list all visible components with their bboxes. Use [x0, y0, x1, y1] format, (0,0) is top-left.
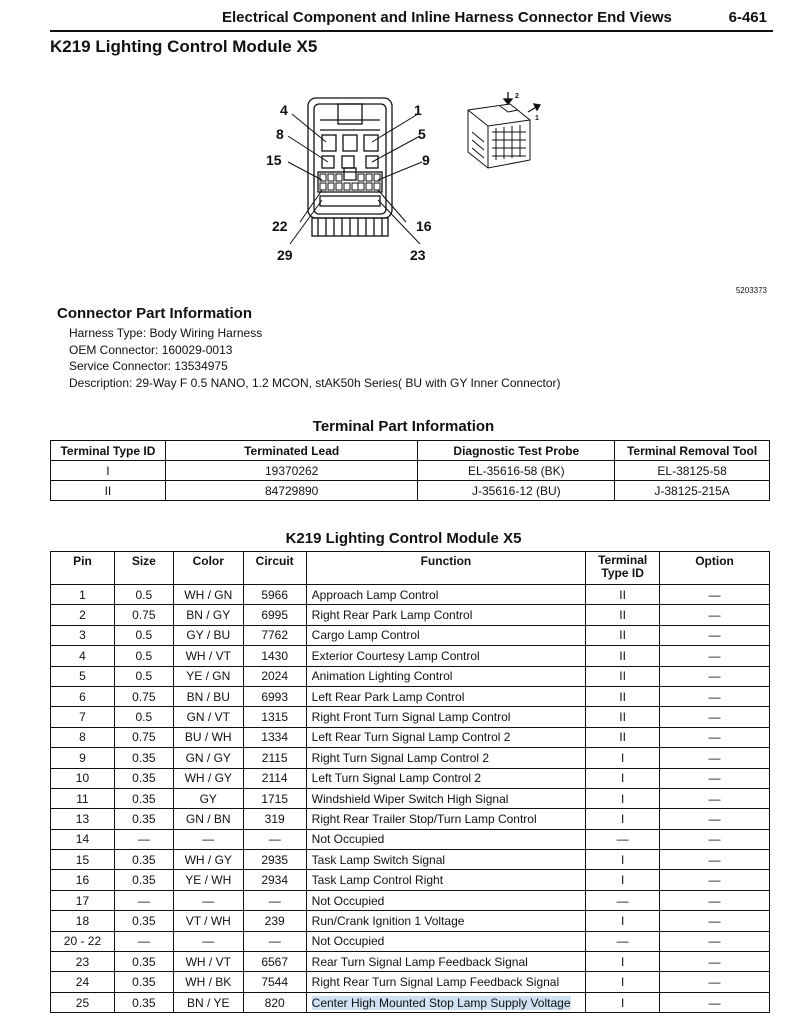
table-row	[51, 666, 770, 686]
pin-cell-color: YE / GN	[173, 666, 243, 686]
pin-cell-function: Animation Lighting Control	[306, 666, 586, 686]
pin-cell-circuit: 2114	[243, 768, 306, 788]
pin-cell-size: 0.35	[114, 870, 173, 890]
pin-cell-pin: 13	[51, 809, 115, 829]
pin-callout-5: 5	[418, 126, 426, 142]
pin-cell-function: Not Occupied	[306, 931, 586, 951]
pin-cell-terminal-type: I	[586, 911, 660, 931]
pin-cell-terminal-type: I	[586, 748, 660, 768]
pin-cell-size: 0.35	[114, 952, 173, 972]
table-row	[51, 768, 770, 788]
terminal-cell-type-id: I	[51, 461, 166, 481]
pin-cell-function: Left Rear Park Lamp Control	[306, 686, 586, 706]
terminal-info-table	[50, 440, 770, 501]
pin-cell-option: —	[660, 829, 770, 849]
pin-cell-option: —	[660, 727, 770, 747]
pin-callout-29: 29	[277, 247, 293, 263]
table-row	[51, 850, 770, 870]
pin-cell-color: —	[173, 890, 243, 910]
pin-cell-pin: 18	[51, 911, 115, 931]
pin-cell-color: WH / VT	[173, 952, 243, 972]
arrow-label-2: 2	[515, 93, 519, 100]
section-title: Electrical Component and Inline Harness Connector End Views	[222, 9, 672, 26]
pin-cell-size: 0.5	[114, 707, 173, 727]
pin-cell-function: Rear Turn Signal Lamp Feedback Signal	[306, 952, 586, 972]
terminal-header-probe: Diagnostic Test Probe	[418, 441, 615, 461]
pin-header-pin: Pin	[51, 552, 115, 585]
pin-cell-terminal-type: I	[586, 768, 660, 788]
harness-type: Harness Type: Body Wiring Harness	[69, 326, 263, 340]
oem-connector: OEM Connector: 160029-0013	[69, 342, 233, 357]
pin-cell-circuit: 239	[243, 911, 306, 931]
pin-cell-option: —	[660, 809, 770, 829]
table-row	[51, 911, 770, 931]
page-header	[50, 8, 773, 32]
table-row	[51, 481, 770, 501]
pin-cell-pin: 20 - 22	[51, 931, 115, 951]
pin-cell-pin: 17	[51, 890, 115, 910]
pin-cell-circuit: 1715	[243, 788, 306, 808]
pin-cell-option: —	[660, 768, 770, 788]
pin-cell-size: 0.75	[114, 727, 173, 747]
pin-cell-function: Task Lamp Switch Signal	[306, 850, 586, 870]
terminal-cell-removal-tool: J-38125-215A	[615, 481, 770, 501]
pin-cell-circuit: 319	[243, 809, 306, 829]
pin-cell-color: WH / GY	[173, 768, 243, 788]
pin-cell-circuit: —	[243, 829, 306, 849]
pin-cell-terminal-type: I	[586, 870, 660, 890]
pin-cell-option: —	[660, 605, 770, 625]
pin-cell-function: Windshield Wiper Switch High Signal	[306, 788, 586, 808]
pin-cell-pin: 23	[51, 952, 115, 972]
pin-cell-pin: 8	[51, 727, 115, 747]
pin-cell-size: —	[114, 890, 173, 910]
terminal-cell-removal-tool: EL-38125-58	[615, 461, 770, 481]
pin-cell-color: GY	[173, 788, 243, 808]
connector-info-title: Connector Part Information	[57, 305, 253, 322]
pin-cell-pin: 15	[51, 850, 115, 870]
pin-cell-terminal-type: II	[586, 686, 660, 706]
pin-cell-circuit: —	[243, 890, 306, 910]
pin-cell-color: VT / WH	[173, 911, 243, 931]
pin-callout-4: 4	[280, 102, 288, 118]
pin-callout-15: 15	[266, 152, 282, 168]
arrow-label-1: 1	[535, 115, 539, 122]
service-connector: Service Connector: 13534975	[69, 359, 228, 373]
pin-cell-pin: 6	[51, 686, 115, 706]
terminal-header-type-id: Terminal Type ID	[51, 441, 166, 461]
pin-cell-terminal-type: I	[586, 809, 660, 829]
connector-info-block	[69, 325, 561, 391]
pin-cell-pin: 7	[51, 707, 115, 727]
pin-cell-size: 0.35	[114, 809, 173, 829]
pin-cell-circuit: 5966	[243, 585, 306, 605]
pin-cell-color: —	[173, 931, 243, 951]
pin-cell-terminal-type: II	[586, 625, 660, 645]
table-row	[51, 707, 770, 727]
pin-cell-pin: 11	[51, 788, 115, 808]
pin-callout-22: 22	[272, 218, 288, 234]
pin-cell-pin: 5	[51, 666, 115, 686]
pin-cell-pin: 9	[51, 748, 115, 768]
table-row	[51, 870, 770, 890]
pin-cell-terminal-type: II	[586, 707, 660, 727]
pin-cell-size: 0.75	[114, 686, 173, 706]
pin-cell-color: GN / GY	[173, 748, 243, 768]
pin-cell-pin: 14	[51, 829, 115, 849]
pin-cell-option: —	[660, 911, 770, 931]
pin-cell-size: 0.5	[114, 666, 173, 686]
pin-cell-function: Right Front Turn Signal Lamp Control	[306, 707, 586, 727]
pin-cell-terminal-type: I	[586, 992, 660, 1012]
pin-cell-function: Not Occupied	[306, 829, 586, 849]
table-row	[51, 625, 770, 645]
pin-cell-pin: 3	[51, 625, 115, 645]
table-row	[51, 829, 770, 849]
pin-cell-function	[306, 992, 586, 1012]
pin-cell-terminal-type: II	[586, 605, 660, 625]
pin-header-color: Color	[173, 552, 243, 585]
pin-cell-size: 0.75	[114, 605, 173, 625]
pin-cell-pin: 4	[51, 646, 115, 666]
table-row	[51, 809, 770, 829]
terminal-header-removal-tool: Terminal Removal Tool	[615, 441, 770, 461]
pin-cell-function: Right Rear Park Lamp Control	[306, 605, 586, 625]
pin-cell-pin: 2	[51, 605, 115, 625]
pin-cell-color: —	[173, 829, 243, 849]
pin-cell-size: 0.35	[114, 850, 173, 870]
pin-cell-function: Right Rear Turn Signal Lamp Feedback Signal	[306, 972, 586, 992]
table-row	[51, 646, 770, 666]
pin-header-terminal-type: Terminal Type ID	[586, 552, 660, 585]
pin-cell-option: —	[660, 707, 770, 727]
pin-cell-terminal-type: II	[586, 646, 660, 666]
pin-cell-color: WH / VT	[173, 646, 243, 666]
image-id: 5203373	[735, 286, 767, 295]
table-row	[51, 461, 770, 481]
pin-table-title: K219 Lighting Control Module X5	[285, 530, 522, 547]
pin-cell-option: —	[660, 870, 770, 890]
pin-cell-circuit: 7762	[243, 625, 306, 645]
pin-header-circuit: Circuit	[243, 552, 306, 585]
table-row	[51, 931, 770, 951]
pin-cell-size: —	[114, 829, 173, 849]
pin-cell-pin: 16	[51, 870, 115, 890]
pin-table	[50, 551, 770, 1013]
pin-cell-circuit: 1430	[243, 646, 306, 666]
pin-cell-terminal-type: I	[586, 788, 660, 808]
pin-cell-circuit: 1334	[243, 727, 306, 747]
table-row	[51, 972, 770, 992]
pin-cell-terminal-type: —	[586, 931, 660, 951]
pin-cell-color: WH / GY	[173, 850, 243, 870]
pin-cell-color: WH / GN	[173, 585, 243, 605]
pin-cell-option: —	[660, 748, 770, 768]
pin-cell-function: Right Turn Signal Lamp Control 2	[306, 748, 586, 768]
pin-cell-terminal-type: I	[586, 952, 660, 972]
pin-cell-size: 0.5	[114, 625, 173, 645]
page-number: 6-461	[728, 9, 767, 26]
pin-cell-circuit: 6993	[243, 686, 306, 706]
pin-header-size: Size	[114, 552, 173, 585]
pin-cell-option: —	[660, 931, 770, 951]
pin-header-function: Function	[306, 552, 586, 585]
page-title: K219 Lighting Control Module X5	[50, 37, 318, 56]
pin-cell-color: BN / GY	[173, 605, 243, 625]
pin-callout-8: 8	[276, 126, 284, 142]
pin-cell-pin: 1	[51, 585, 115, 605]
pin-cell-size: 0.35	[114, 788, 173, 808]
table-row	[51, 727, 770, 747]
table-row	[51, 890, 770, 910]
pin-cell-function: Left Rear Turn Signal Lamp Control 2	[306, 727, 586, 747]
pin-cell-terminal-type: —	[586, 829, 660, 849]
table-row	[51, 952, 770, 972]
terminal-cell-type-id: II	[51, 481, 166, 501]
pin-cell-color: BN / BU	[173, 686, 243, 706]
pin-cell-color: GY / BU	[173, 625, 243, 645]
pin-cell-pin: 25	[51, 992, 115, 1012]
terminal-header-lead: Terminated Lead	[165, 441, 418, 461]
pin-cell-circuit: 2024	[243, 666, 306, 686]
pin-cell-color: GN / VT	[173, 707, 243, 727]
pin-cell-circuit: 2935	[243, 850, 306, 870]
pin-cell-terminal-type: II	[586, 727, 660, 747]
table-row	[51, 605, 770, 625]
pin-cell-color: BN / YE	[173, 992, 243, 1012]
pin-cell-size: 0.35	[114, 972, 173, 992]
pin-cell-option: —	[660, 972, 770, 992]
pin-cell-option: —	[660, 952, 770, 972]
pin-cell-function: Run/Crank Ignition 1 Voltage	[306, 911, 586, 931]
pin-cell-color: BU / WH	[173, 727, 243, 747]
pin-cell-terminal-type: I	[586, 972, 660, 992]
terminal-cell-lead: 19370262	[165, 461, 418, 481]
pin-cell-size: 0.5	[114, 646, 173, 666]
terminal-cell-lead: 84729890	[165, 481, 418, 501]
connector-isometric-view	[460, 90, 560, 175]
table-row	[51, 748, 770, 768]
connector-description: Description: 29-Way F 0.5 NANO, 1.2 MCON, stAK50h Series( BU with GY Inner Connector)	[69, 375, 561, 390]
pin-cell-circuit: 1315	[243, 707, 306, 727]
terminal-cell-probe: J-35616-12 (BU)	[418, 481, 615, 501]
pin-cell-size: 0.5	[114, 585, 173, 605]
pin-cell-terminal-type: II	[586, 666, 660, 686]
pin-header-option: Option	[660, 552, 770, 585]
pin-cell-color: WH / BK	[173, 972, 243, 992]
pin-callout-9: 9	[422, 152, 430, 168]
pin-cell-circuit: 6995	[243, 605, 306, 625]
pin-cell-function: Exterior Courtesy Lamp Control	[306, 646, 586, 666]
pin-cell-terminal-type: —	[586, 890, 660, 910]
pin-cell-function: Cargo Lamp Control	[306, 625, 586, 645]
pin-cell-terminal-type: I	[586, 850, 660, 870]
pin-cell-circuit: —	[243, 931, 306, 951]
pin-cell-function: Task Lamp Control Right	[306, 870, 586, 890]
pin-cell-color: GN / BN	[173, 809, 243, 829]
pin-cell-function: Left Turn Signal Lamp Control 2	[306, 768, 586, 788]
pin-cell-size: —	[114, 931, 173, 951]
highlighted-text: Center High Mounted Stop Lamp Supply Voltage	[311, 995, 571, 1010]
pin-cell-option: —	[660, 686, 770, 706]
pin-cell-option: —	[660, 585, 770, 605]
pin-cell-option: —	[660, 850, 770, 870]
pin-cell-circuit: 820	[243, 992, 306, 1012]
terminal-info-title: Terminal Part Information	[312, 418, 495, 435]
pin-callout-23: 23	[410, 247, 426, 263]
table-row	[51, 686, 770, 706]
pin-cell-pin: 24	[51, 972, 115, 992]
pin-cell-option: —	[660, 992, 770, 1012]
pin-cell-size: 0.35	[114, 992, 173, 1012]
pin-cell-option: —	[660, 646, 770, 666]
table-row	[51, 585, 770, 605]
pin-callout-16: 16	[416, 218, 432, 234]
pin-cell-size: 0.35	[114, 768, 173, 788]
pin-cell-circuit: 2115	[243, 748, 306, 768]
pin-cell-circuit: 2934	[243, 870, 306, 890]
pin-cell-function: Right Rear Trailer Stop/Turn Lamp Control	[306, 809, 586, 829]
pin-cell-circuit: 6567	[243, 952, 306, 972]
pin-cell-option: —	[660, 666, 770, 686]
table-row	[51, 992, 770, 1012]
terminal-cell-probe: EL-35616-58 (BK)	[418, 461, 615, 481]
pin-cell-option: —	[660, 890, 770, 910]
connector-end-view-diagram	[260, 90, 440, 270]
pin-cell-color: YE / WH	[173, 870, 243, 890]
pin-cell-size: 0.35	[114, 911, 173, 931]
table-row	[51, 788, 770, 808]
pin-cell-circuit: 7544	[243, 972, 306, 992]
pin-cell-option: —	[660, 625, 770, 645]
pin-callout-1: 1	[414, 102, 422, 118]
pin-cell-size: 0.35	[114, 748, 173, 768]
pin-cell-function: Approach Lamp Control	[306, 585, 586, 605]
pin-cell-terminal-type: II	[586, 585, 660, 605]
pin-cell-function: Not Occupied	[306, 890, 586, 910]
pin-cell-pin: 10	[51, 768, 115, 788]
pin-cell-option: —	[660, 788, 770, 808]
